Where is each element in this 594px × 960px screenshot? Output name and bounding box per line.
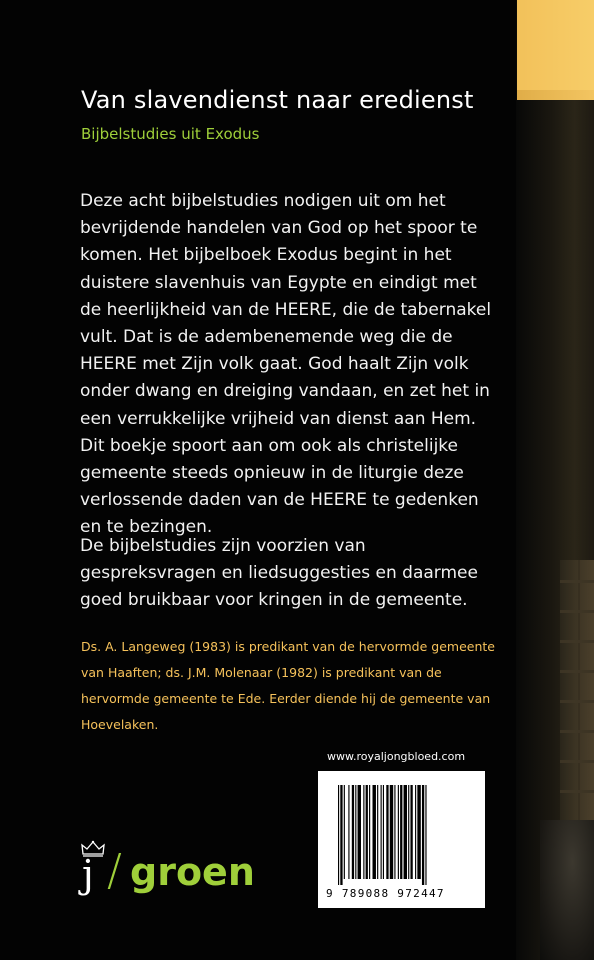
- blurb-paragraph: Deze acht bijbelstudies nodigen uit om het bevrijdende handelen van God op het spoor te komen. Het bijbelboek Exodus begint in het duistere slavenhuis van Egypte en eindigt met de heerlijkheid van de HEERE, die de tabernakel vult. Dat is de adembenemende weg die de HEERE met Zijn volk gaat. God haalt Zijn volk onder dwang en dreiging vandaan, en zet het in een verrukkelijke vrijheid van dienst aan Hem. Dit boekje spoort aan om ook als christelijke gemeente steeds opnieuw in de liturgie deze verlossende daden van de HEERE te gedenken en te bezingen.: [80, 191, 492, 538]
- book-subtitle: Bijbelstudies uit Exodus: [81, 125, 260, 143]
- isbn-barcode: [318, 771, 485, 908]
- author-bio: Ds. A. Langeweg (1983) is predikant van de hervormde gemeente van Haaften; ds. J.M. Molenaar (1982) is predikant van de hervormde gemeente te Ede. Eerder diende hij de gemeente van Hoevelaken.: [81, 639, 495, 732]
- logo-slash: /: [107, 845, 122, 896]
- book-title: Van slavendienst naar eredienst: [81, 86, 474, 114]
- publisher-logo: [80, 840, 280, 900]
- brick-wall-detail: [560, 560, 594, 820]
- isbn-number: 9 789088 972447: [326, 887, 445, 900]
- logo-letter: j: [82, 852, 94, 896]
- yellow-light-accent: [517, 0, 594, 100]
- rock-detail: [540, 820, 594, 960]
- publisher-url: www.royaljongbloed.com: [327, 750, 466, 763]
- barcode-bars: [338, 785, 468, 885]
- blurb-paragraph: De bijbelstudies zijn voorzien van gespreksvragen en liedsuggesties en daarmee goed bruikbaar voor kringen in de gemeente.: [80, 536, 478, 611]
- logo-brand: groen: [130, 850, 255, 894]
